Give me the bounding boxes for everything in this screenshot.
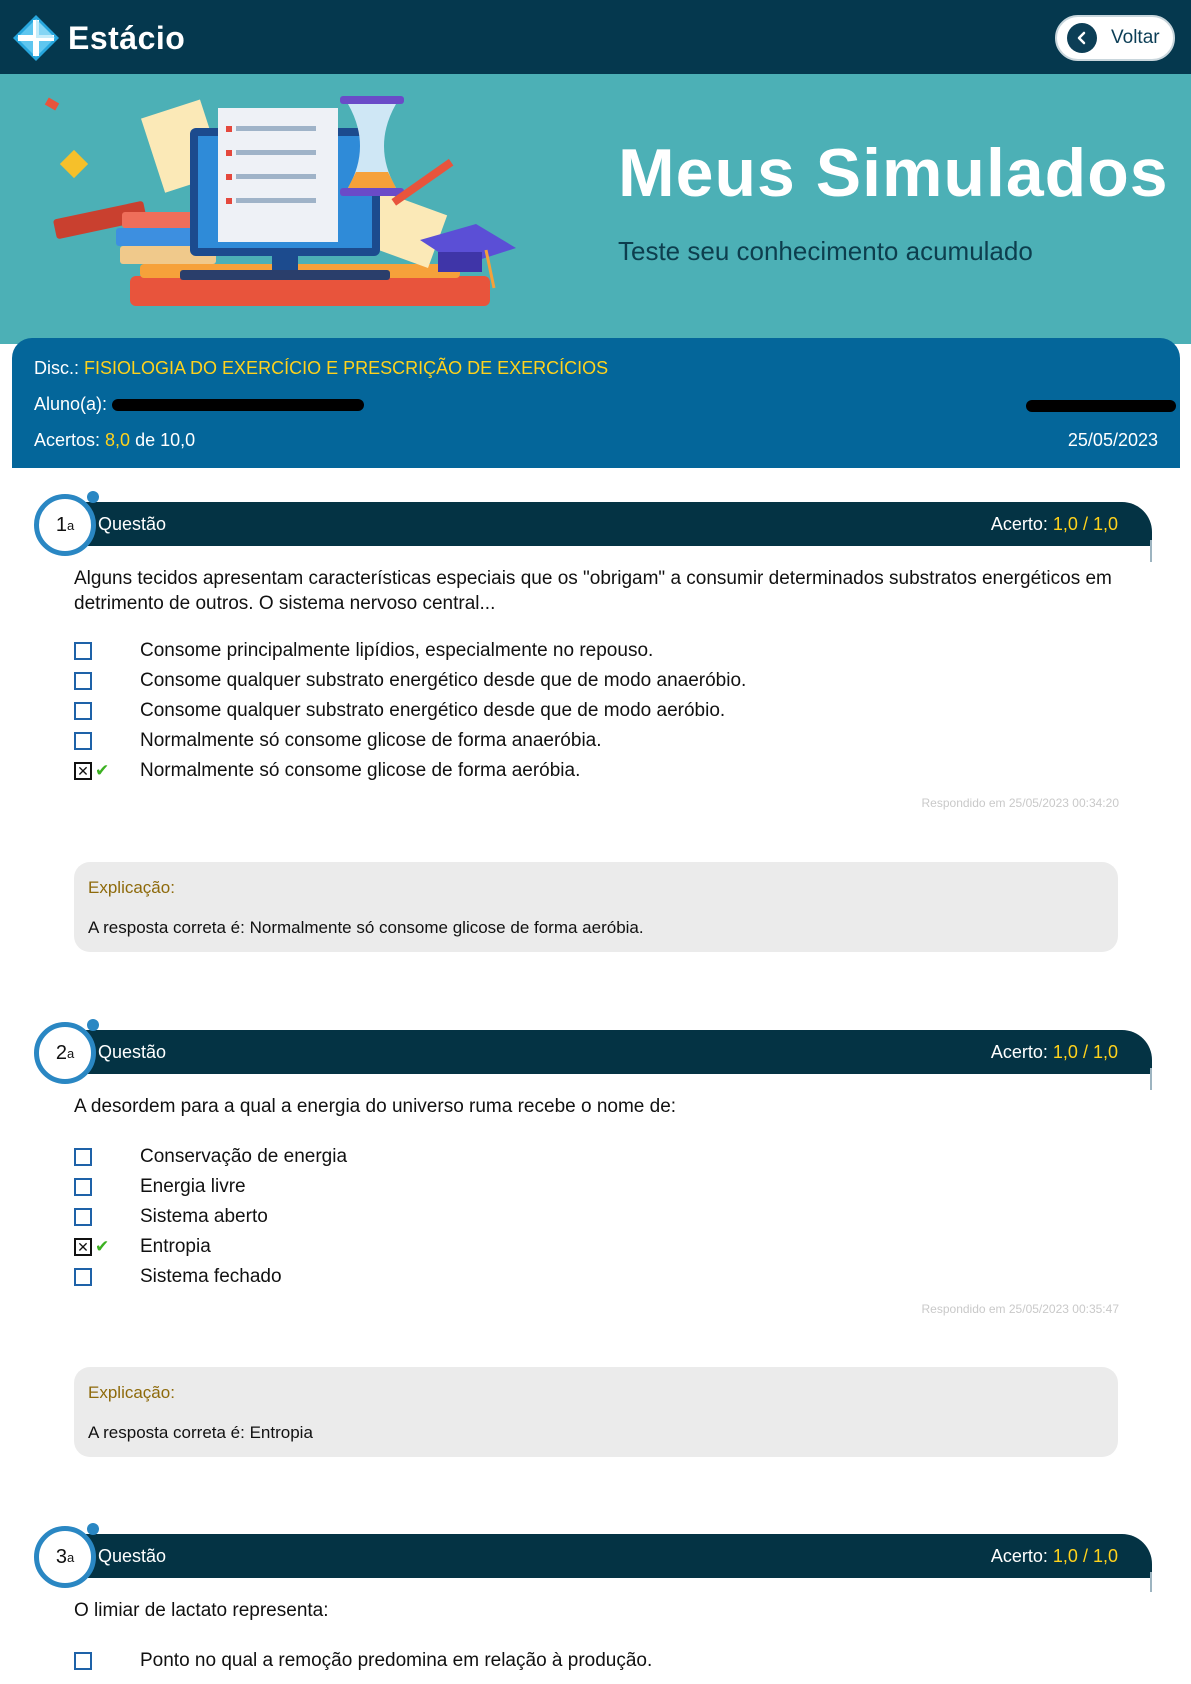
correct-check-icon: ✔ xyxy=(95,761,110,780)
option-text: Consome qualquer substrato energético desde que de modo aeróbio. xyxy=(140,700,726,721)
x-mark-icon: ✕ xyxy=(77,1239,89,1255)
student-id-redacted xyxy=(1026,400,1176,412)
question-text: O limiar de lactato representa: xyxy=(74,1600,329,1621)
option-b[interactable] xyxy=(74,668,747,694)
score-row xyxy=(34,430,195,451)
question-text: A desordem para a qual a energia do universo ruma recebe o nome de: xyxy=(74,1096,677,1117)
student-label: Aluno(a): xyxy=(34,394,108,414)
option-d[interactable] xyxy=(74,1234,211,1260)
option-text: Consome qualquer substrato energético desde que de modo anaeróbio. xyxy=(140,670,747,691)
option-e[interactable] xyxy=(74,1264,282,1290)
hero-subtitle: Teste seu conhecimento acumulado xyxy=(618,236,1033,266)
option-checkbox[interactable] xyxy=(74,1208,92,1226)
option-text: Sistema fechado xyxy=(140,1266,282,1287)
explanation-title: Explicação: xyxy=(88,878,175,897)
option-checkbox[interactable] xyxy=(74,1268,92,1286)
option-text: Sistema aberto xyxy=(140,1206,268,1227)
brand-logo[interactable] xyxy=(12,14,185,62)
exam-info-panel xyxy=(12,338,1180,468)
brand-name: Estácio xyxy=(68,19,186,56)
option-c[interactable] xyxy=(74,698,726,724)
option-text: Normalmente só consome glicose de forma aeróbia. xyxy=(140,760,581,781)
option-b[interactable] xyxy=(74,1174,246,1200)
option-checkbox[interactable] xyxy=(74,1178,92,1196)
discipline-value: FISIOLOGIA DO EXERCÍCIO E PRESCRIÇÃO DE EXERCÍCIOS xyxy=(84,358,609,378)
hero-banner xyxy=(0,74,1191,344)
option-text: Ponto no qual a remoção predomina em relação à produção. xyxy=(140,1650,653,1671)
option-checkbox-checked[interactable] xyxy=(74,762,92,780)
x-mark-icon: ✕ xyxy=(77,763,89,779)
option-checkbox[interactable] xyxy=(74,702,92,720)
question-number-badge: 2 a xyxy=(34,1022,96,1084)
question-text: Alguns tecidos apresentam características especiais que os "obrigam" a consumir determinados substratos energéticos em detrimento de outros. O sistema nervoso central... xyxy=(74,568,1112,614)
explanation-text: A resposta correta é: Normalmente só consome glicose de forma aeróbia. xyxy=(88,918,644,937)
option-checkbox[interactable] xyxy=(74,672,92,690)
question-score: Acerto: 1,0 / 1,0 xyxy=(990,1546,1118,1566)
option-text: Entropia xyxy=(140,1236,211,1257)
question-label: Questão xyxy=(98,514,167,534)
option-text: Consome principalmente lipídios, especialmente no repouso. xyxy=(140,640,654,661)
header-edge xyxy=(1150,540,1152,562)
option-c[interactable] xyxy=(74,1204,268,1230)
option-checkbox-checked[interactable] xyxy=(74,1238,92,1256)
question-label: Questão xyxy=(98,1546,167,1566)
explanation-title: Explicação: xyxy=(88,1383,175,1402)
exam-date: 25/05/2023 xyxy=(1067,430,1158,450)
exam-illustration xyxy=(40,88,560,328)
option-checkbox[interactable] xyxy=(74,1652,92,1670)
explanation-box xyxy=(74,862,1118,952)
question-header xyxy=(56,1030,1152,1074)
badge-dot xyxy=(87,491,99,503)
estacio-logo-icon xyxy=(12,14,60,62)
student-name-redacted xyxy=(112,399,364,411)
back-button[interactable] xyxy=(1055,15,1175,61)
header-edge xyxy=(1150,1572,1152,1592)
correct-check-icon: ✔ xyxy=(95,1237,110,1256)
question-number-badge: 1 a xyxy=(34,494,96,556)
explanation-text: A resposta correta é: Entropia xyxy=(88,1423,313,1442)
chevron-left-icon xyxy=(1067,23,1097,53)
option-checkbox[interactable] xyxy=(74,732,92,750)
question-label: Questão xyxy=(98,1042,167,1062)
option-checkbox[interactable] xyxy=(74,642,92,660)
option-d[interactable] xyxy=(74,728,602,754)
discipline-label: Disc.: xyxy=(34,358,79,378)
badge-dot xyxy=(87,1523,99,1535)
score-value: 8,0 xyxy=(105,430,131,450)
score-label: Acertos: xyxy=(34,430,101,450)
answered-timestamp: Respondido em 25/05/2023 00:34:20 xyxy=(921,796,1119,810)
discipline-row xyxy=(34,358,608,379)
score-total: de 10,0 xyxy=(135,430,196,450)
option-checkbox[interactable] xyxy=(74,1148,92,1166)
option-text: Normalmente só consome glicose de forma anaeróbia. xyxy=(140,730,602,751)
header-edge xyxy=(1150,1068,1152,1090)
question-header xyxy=(56,502,1152,546)
option-a[interactable] xyxy=(74,1648,653,1674)
question-number-badge: 3 a xyxy=(34,1526,96,1588)
hero-title: Meus Simulados xyxy=(618,135,1169,211)
answered-timestamp: Respondido em 25/05/2023 00:35:47 xyxy=(921,1302,1119,1316)
option-text: Conservação de energia xyxy=(140,1146,348,1167)
student-row xyxy=(34,394,364,415)
question-score: Acerto: 1,0 / 1,0 xyxy=(990,514,1118,534)
option-a[interactable] xyxy=(74,638,654,664)
option-e[interactable] xyxy=(74,758,581,784)
option-a[interactable] xyxy=(74,1144,348,1170)
explanation-box xyxy=(74,1367,1118,1457)
question-score: Acerto: 1,0 / 1,0 xyxy=(990,1042,1118,1062)
option-text: Energia livre xyxy=(140,1176,246,1197)
question-header xyxy=(56,1534,1152,1578)
back-button-label: Voltar xyxy=(1111,27,1160,48)
top-bar xyxy=(0,0,1191,74)
badge-dot xyxy=(87,1019,99,1031)
